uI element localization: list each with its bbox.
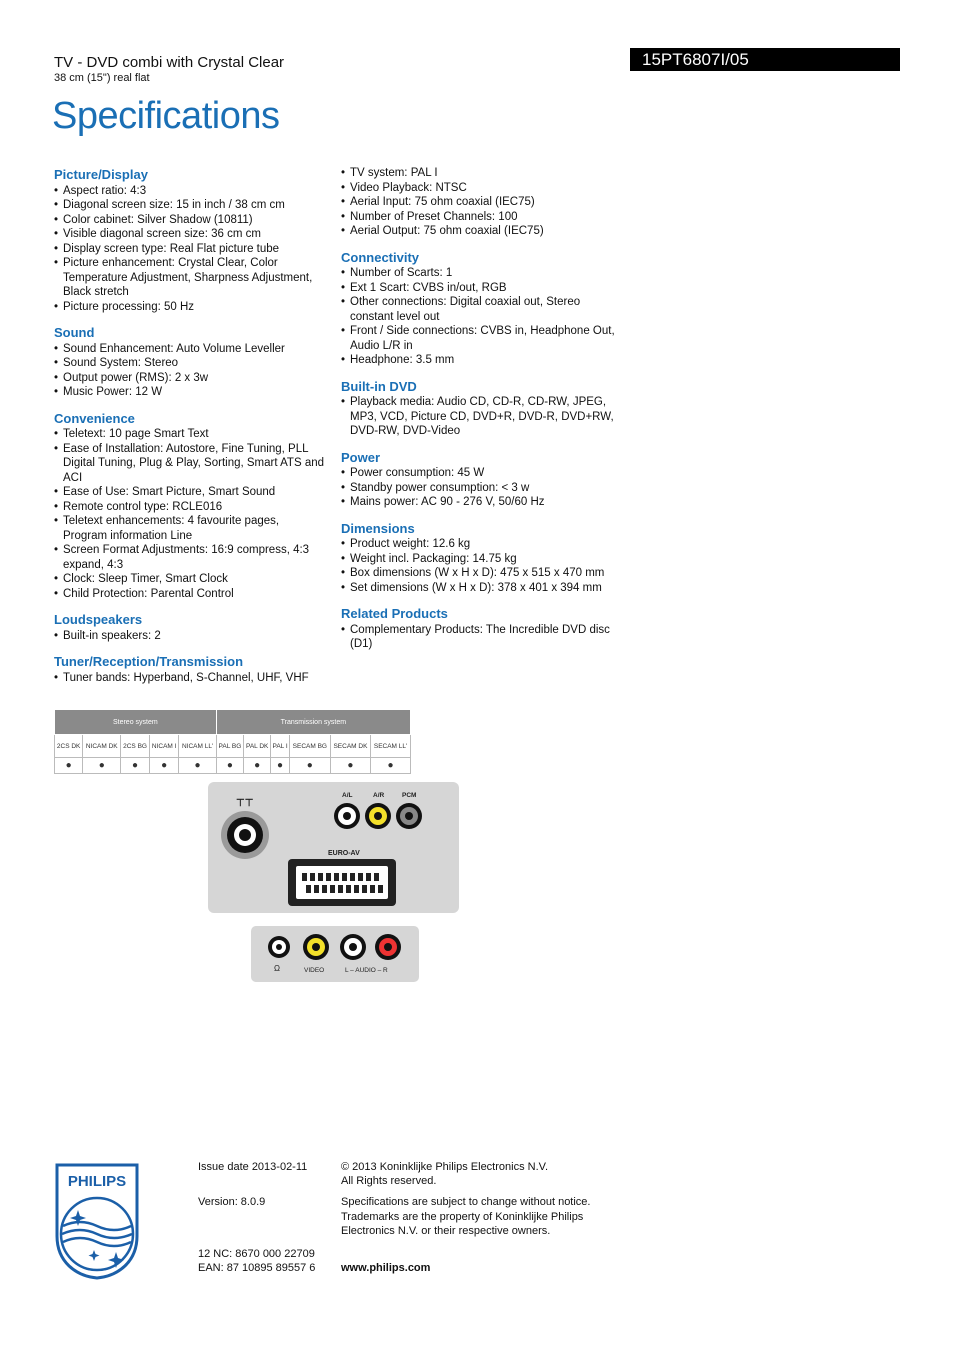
scart-pin [322, 885, 327, 893]
spec-item: • Set dimensions (W x H x D): 378 x 401 x 394 mm [341, 581, 621, 596]
audio-label: L – AUDIO – R [345, 967, 388, 974]
spec-item: • Screen Format Adjustments: 16:9 compress, 4:3 expand, 4:3 [54, 543, 326, 572]
spec-section [54, 326, 326, 400]
philips-shield-logo [54, 1162, 140, 1280]
version: Version: 8.0.9 [198, 1196, 266, 1208]
spec-section [54, 655, 326, 685]
page-title: Specifications [52, 95, 280, 137]
headphone-icon: Ω [274, 964, 280, 973]
table-column-header: PAL BG [216, 735, 243, 758]
audio-l-jack [340, 934, 366, 960]
spec-column-right [341, 166, 621, 652]
spec-item: • Front / Side connections: CVBS in, Headphone Out, Audio L/R in [341, 324, 621, 353]
spec-list [341, 466, 621, 510]
scart-pin [318, 873, 323, 881]
spec-section [54, 412, 326, 602]
spec-item: • Ease of Use: Smart Picture, Smart Sound [54, 485, 326, 500]
spec-item: • Aspect ratio: 4:3 [54, 184, 326, 199]
spec-list [341, 623, 621, 652]
rear-connector-panel [208, 782, 459, 913]
scart-pin [302, 873, 307, 881]
table-mark: ● [244, 758, 271, 774]
table-column-header: PAL DK [244, 735, 271, 758]
section-title: Tuner/Reception/Transmission [54, 654, 244, 669]
table-column-header: NICAM DK [83, 735, 121, 758]
spec-item: • Headphone: 3.5 mm [341, 353, 621, 368]
table-mark: ● [149, 758, 179, 774]
spec-item: • Tuner bands: Hyperband, S-Channel, UHF, VHF [54, 671, 326, 686]
spec-section [341, 380, 621, 439]
spec-item: • Video Playback: NTSC [341, 181, 621, 196]
video-label: VIDEO [304, 967, 325, 974]
product-title: TV - DVD combi with Crystal Clear [54, 54, 285, 71]
scart-pin [314, 885, 319, 893]
table-mark: ● [371, 758, 411, 774]
table-mark: ● [216, 758, 243, 774]
ean-number: EAN: 87 10895 89557 6 [198, 1262, 316, 1274]
spec-item: • Other connections: Digital coaxial out, Stereo constant level out [341, 295, 621, 324]
spec-item: • Picture processing: 50 Hz [54, 300, 326, 315]
scart-pin [370, 885, 375, 893]
video-jack [303, 934, 329, 960]
table-mark: ● [55, 758, 83, 774]
pcm-jack [396, 803, 422, 829]
scart-pin [330, 885, 335, 893]
spec-item: • Aerial Input: 75 ohm coaxial (IEC75) [341, 195, 621, 210]
scart-pin [306, 885, 311, 893]
scart-pin [346, 885, 351, 893]
spec-item: • Standby power consumption: < 3 w [341, 481, 621, 496]
spec-section [341, 451, 621, 510]
section-title: Power [341, 449, 381, 465]
spec-item: • Ext 1 Scart: CVBS in/out, RGB [341, 281, 621, 296]
spec-item: • Output power (RMS): 2 x 3w [54, 371, 326, 386]
audio-right-label: A/R [373, 792, 385, 799]
spec-item: • Built-in speakers: 2 [54, 629, 326, 644]
table-mark: ● [289, 758, 330, 774]
audio-left-jack [334, 803, 360, 829]
issue-date: Issue date 2013-02-11 [198, 1161, 308, 1173]
spec-item: • Product weight: 12.6 kg [341, 537, 621, 552]
table-mark: ● [179, 758, 216, 774]
table-column-header: NICAM I [149, 735, 179, 758]
spec-list [54, 184, 326, 315]
spec-item: • Number of Preset Channels: 100 [341, 210, 621, 225]
spec-item: • Child Protection: Parental Control [54, 587, 326, 602]
spec-list [341, 266, 621, 368]
spec-list [54, 629, 326, 644]
table-column-header: 2CS BG [121, 735, 150, 758]
spec-item: • Mains power: AC 90 - 276 V, 50/60 Hz [341, 495, 621, 510]
table-column-header: SECAM BG [289, 735, 330, 758]
section-title: Related Products [341, 606, 448, 621]
scart-pin [378, 885, 383, 893]
table-mark: ● [330, 758, 370, 774]
spec-item: • Music Power: 12 W [54, 385, 326, 400]
spec-item: • Teletext enhancements: 4 favourite pages, Program information Line [54, 514, 326, 543]
section-title: Dimensions [341, 520, 415, 536]
scart-pin [366, 873, 371, 881]
scart-pin [374, 873, 379, 881]
spec-column-left [54, 166, 326, 685]
group-header-transmission: Transmission system [216, 710, 410, 735]
spec-section [341, 251, 621, 368]
aerial-jack [221, 811, 269, 859]
spec-item: • Playback media: Audio CD, CD-R, CD-RW, JPEG, MP3, VCD, Picture CD, DVD+R, DVD-R, DVD+RW, DVD-RW, DVD-Video [341, 395, 621, 439]
spec-item: • Box dimensions (W x H x D): 475 x 515 x 470 mm [341, 566, 621, 581]
scart-pin [342, 873, 347, 881]
table-column-header: PAL I [271, 735, 290, 758]
euro-av-label: EURO-AV [328, 850, 360, 857]
spec-item: • Sound Enhancement: Auto Volume Leveller [54, 342, 326, 357]
spec-item: • Power consumption: 45 W [341, 466, 621, 481]
model-number: 15PT6807I/05 [630, 48, 900, 71]
spec-list [54, 342, 326, 400]
side-connector-panel [251, 926, 419, 982]
table-column-header: SECAM LL' [371, 735, 411, 758]
table-mark: ● [271, 758, 290, 774]
spec-section [341, 607, 621, 652]
spec-item: • Sound System: Stereo [54, 356, 326, 371]
compatibility-table [54, 709, 411, 774]
table-column-header: NICAM LL' [179, 735, 216, 758]
spec-section [341, 522, 621, 596]
spec-section [54, 613, 326, 643]
section-title: Connectivity [341, 249, 420, 265]
product-subtitle: 38 cm (15") real flat [54, 72, 150, 84]
spec-item: • Aerial Output: 75 ohm coaxial (IEC75) [341, 224, 621, 239]
scart-pin [326, 873, 331, 881]
table-mark: ● [121, 758, 150, 774]
spec-item: • Clock: Sleep Timer, Smart Clock [54, 572, 326, 587]
audio-right-jack [365, 803, 391, 829]
group-header-stereo: Stereo system [55, 710, 217, 735]
copyright: © 2013 Koninklijke Philips Electronics N.V. [341, 1161, 549, 1173]
spec-item: • Complementary Products: The Incredible DVD disc (D1) [341, 623, 621, 652]
section-title: Sound [54, 325, 95, 340]
philips-website-link[interactable]: www.philips.com [341, 1262, 431, 1274]
philips-wordmark: PHILIPS [67, 1173, 127, 1190]
spec-item: • TV system: PAL I [341, 166, 621, 181]
spec-item: • Teletext: 10 page Smart Text [54, 427, 326, 442]
headphone-jack [268, 936, 290, 958]
spec-item: • Picture enhancement: Crystal Clear, Color Temperature Adjustment, Sharpness Adjustment, Black stretch [54, 256, 326, 300]
table-column-header: SECAM DK [330, 735, 370, 758]
scart-pin [334, 873, 339, 881]
spec-section [54, 168, 326, 314]
spec-item: • Ease of Installation: Autostore, Fine Tuning, PLL Digital Tuning, Plug & Play, Sorting, Smart ATS and ACI [54, 442, 326, 486]
scart-pin [310, 873, 315, 881]
spec-item: • Color cabinet: Silver Shadow (10811) [54, 213, 326, 228]
spec-list [341, 537, 621, 595]
section-title: Built-in DVD [341, 378, 417, 394]
spec-item: • Number of Scarts: 1 [341, 266, 621, 281]
spec-list [54, 671, 326, 686]
spec-section [341, 166, 621, 239]
scart-pin [362, 885, 367, 893]
rights-reserved: All Rights reserved. [341, 1175, 437, 1187]
spec-item: • Remote control type: RCLE016 [54, 500, 326, 515]
spec-item: • Weight incl. Packaging: 14.75 kg [341, 552, 621, 567]
spec-item: • Display screen type: Real Flat picture tube [54, 242, 326, 257]
section-title: Loudspeakers [54, 612, 143, 627]
scart-connector [288, 859, 396, 906]
spec-list [54, 427, 326, 601]
audio-left-label: A/L [342, 792, 353, 799]
pcm-label: PCM [402, 792, 417, 799]
audio-r-jack [375, 934, 401, 960]
spec-item: • Diagonal screen size: 15 in inch / 38 cm cm [54, 198, 326, 213]
aerial-symbol: ⊤⊤ [236, 798, 254, 809]
nc-number: 12 NC: 8670 000 22709 [198, 1248, 315, 1260]
scart-pin [338, 885, 343, 893]
table-column-header: 2CS DK [55, 735, 83, 758]
section-title: Convenience [54, 410, 135, 426]
scart-pin [358, 873, 363, 881]
section-title: Picture/Display [54, 167, 148, 182]
spec-item: • Visible diagonal screen size: 36 cm cm [54, 227, 326, 242]
spec-list [341, 166, 621, 239]
table-mark: ● [83, 758, 121, 774]
spec-list [341, 395, 621, 439]
scart-pin [354, 885, 359, 893]
scart-pin [350, 873, 355, 881]
disclaimer: Specifications are subject to change without notice. Trademarks are the property of Koninklijke Philips Electronics N.V. or their respective owners. [341, 1196, 591, 1237]
